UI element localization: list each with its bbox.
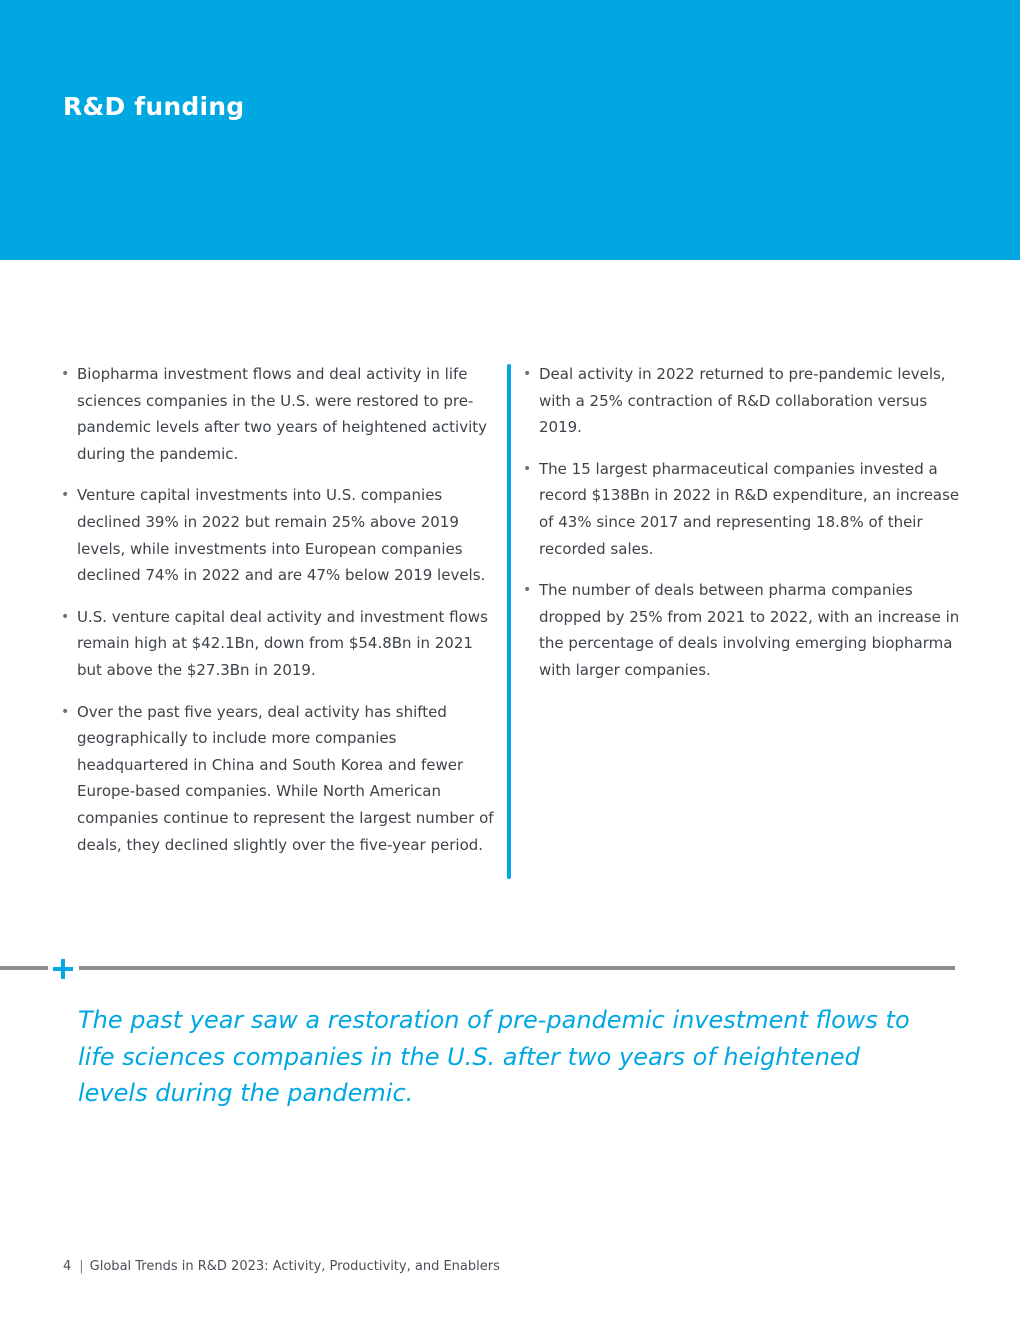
page-title: R&D funding — [63, 92, 245, 121]
footer-separator: | — [79, 1259, 84, 1274]
quote-rule-right — [79, 966, 955, 970]
bullet-icon: • — [61, 487, 70, 504]
bullet-icon: • — [61, 608, 70, 625]
bullet-text: Deal activity in 2022 returned to pre-pandemic levels, with a 25% contraction of R&D collaboration versus 2019. — [539, 365, 946, 437]
list-item — [60, 699, 500, 859]
bullet-icon: • — [61, 703, 70, 720]
bullet-text: The 15 largest pharmaceutical companies invested a record $138Bn in 2022 in R&D expenditure, an increase of 43% since 2017 and representing 18.8% of their recorded sales. — [539, 459, 960, 558]
left-bullet-list — [60, 361, 500, 873]
quote-rule-left — [0, 966, 48, 970]
plus-icon — [53, 959, 73, 979]
bullet-icon: • — [523, 582, 532, 599]
list-item — [60, 361, 500, 467]
list-item — [60, 482, 500, 588]
pull-quote: The past year saw a restoration of pre-pandemic investment flows to life sciences companies in the U.S. after two years of heightened levels during the pandemic. — [78, 1006, 910, 1107]
list-item — [522, 456, 960, 562]
bullet-text: Biopharma investment flows and deal activity in life sciences companies in the U.S. were restored to pre-pandemic levels after two years of heightened activity during the pandemic. — [77, 365, 487, 463]
bullet-text: Venture capital investments into U.S. companies declined 39% in 2022 but remain 25% above 2019 levels, while investments into European companies declined 74% in 2022 and are 47% below 2019 levels. — [77, 486, 486, 585]
list-item — [60, 604, 500, 684]
bullet-icon: • — [523, 460, 532, 477]
list-item — [522, 361, 960, 441]
publication-title: Global Trends in R&D 2023: Activity, Productivity, and Enablers — [89, 1259, 500, 1274]
header-band — [0, 0, 1020, 260]
bullet-icon: • — [61, 366, 70, 382]
right-bullet-list — [522, 361, 960, 699]
page-footer — [63, 1259, 500, 1274]
bullet-icon: • — [523, 366, 532, 382]
column-divider — [507, 364, 511, 879]
bullet-text: U.S. venture capital deal activity and investment flows remain high at $42.1Bn, down from $54.8Bn in 2021 but above the $27.3Bn in 2019. — [77, 607, 488, 679]
bullet-text: Over the past five years, deal activity has shifted geographically to include more companies headquartered in China and South Korea and fewer Europe-based companies. While North American companies continue to represent the largest number of deals, they declined slightly over the five-year period. — [77, 702, 494, 854]
page-number: 4 — [63, 1259, 72, 1274]
bullet-text: The number of deals between pharma companies dropped by 25% from 2021 to 2022, with an increase in the percentage of deals involving emerging biopharma with larger companies. — [539, 581, 960, 679]
list-item — [522, 577, 960, 683]
